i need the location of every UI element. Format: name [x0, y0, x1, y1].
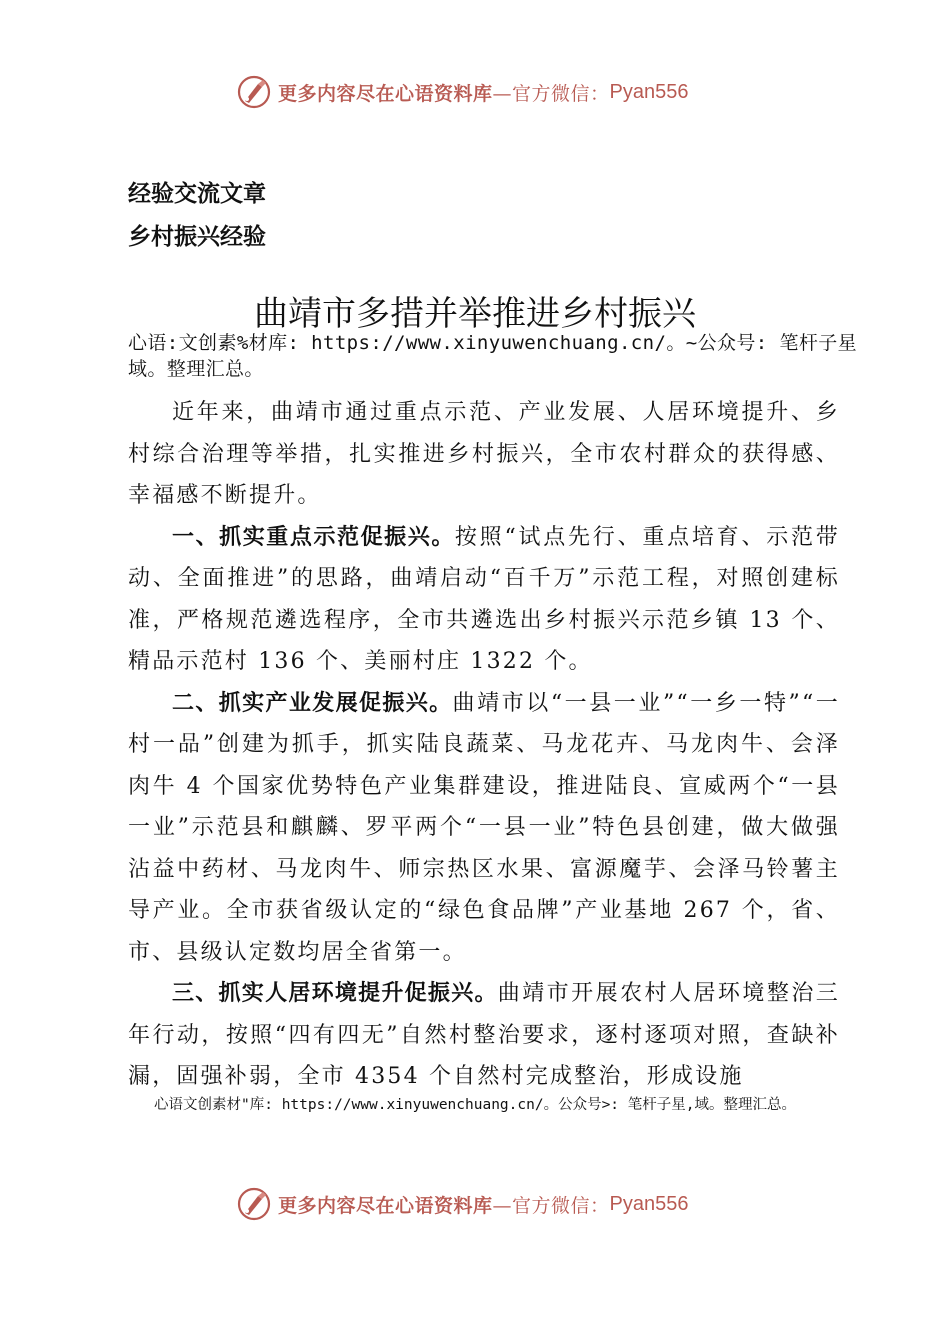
pen-logo-icon: [236, 1186, 272, 1222]
article-body: [128, 392, 840, 1098]
banner-text: 更多内容尽在心语资料库—官方微信：: [278, 1194, 610, 1217]
header-banner: [236, 72, 756, 112]
paragraph-3: 三、抓实人居环境提升促振兴。曲靖市开展农村人居环境整治三年行动，按照“四有四无”自然村整治要求，逐村逐项对照，查缺补漏，固强补弱，全市 4354 个自然村完成整治，形成设施: [128, 981, 840, 1089]
subcategory-label: 乡村振兴经验: [128, 224, 266, 250]
category-label: 经验交流文章: [128, 181, 266, 207]
paragraph-2: 二、抓实产业发展促振兴。曲靖市以“一县一业”“一乡一特”“一村一品”创建为抓手，抓实陆良蔬菜、马龙花卉、马龙肉牛、会泽肉牛 4 个国家优势特色产业集群建设，推进陆良、宣威两个“一县一业”示范县和麒麟、罗平两个“一县一业”特色县创建，做大做强沾益中药材、马龙肉牛、师宗热区水果、富源魔芋、会泽马铃薯主导产业。全市获省级认定的“绿色食品牌”产业基地 267 个，省、市、县级认定数均居全省第一。: [128, 690, 840, 965]
footer-source-line: 心语文创素材"库: https://www.xinyuwenchuang.cn/。公众号>: 笔杆子星,域。整理汇总。: [154, 1097, 796, 1113]
banner-text: 更多内容尽在心语资料库—官方微信：: [278, 82, 610, 105]
paragraph-1: 一、抓实重点示范促振兴。按照“试点先行、重点培育、示范带动、全面推进”的思路，曲靖启动“百千万”示范工程，对照创建标准，严格规范遴选程序，全市共遴选出乡村振兴示范乡镇 13 个、精品示范村 136 个、美丽村庄 1322 个。: [128, 524, 840, 674]
banner-wechat-id: Pyan556: [609, 80, 689, 103]
footer-banner: [236, 1184, 756, 1224]
source-line: 心语:文创素%材库: https://www.xinyuwenchuang.cn/。~公众号: 笔杆子星域。整理汇总。: [128, 332, 858, 380]
section-heading: 三、抓实人居环境提升促振兴。: [172, 981, 498, 1006]
section-heading: 一、抓实重点示范促振兴。: [172, 524, 455, 550]
paragraph-intro: 近年来，曲靖市通过重点示范、产业发展、人居环境提升、乡村综合治理等举措，扎实推进乡村振兴，全市农村群众的获得感、幸福感不断提升。: [128, 400, 840, 508]
banner-wechat-id: Pyan556: [609, 1192, 689, 1215]
article-title: 曲靖市多措并举推进乡村振兴: [254, 294, 696, 334]
pen-logo-icon: [236, 74, 272, 110]
section-heading: 二、抓实产业发展促振兴。: [172, 690, 453, 716]
